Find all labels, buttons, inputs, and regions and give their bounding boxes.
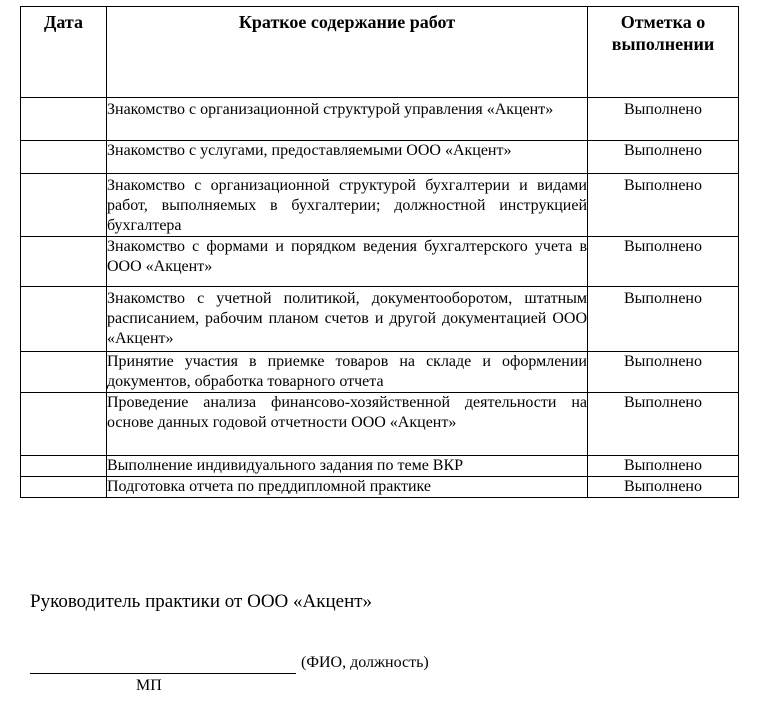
table-row [21, 287, 739, 352]
row-date [21, 287, 107, 352]
row-date [21, 141, 107, 174]
row-summary: Знакомство с учетной политикой, документооборотом, штатным расписанием, рабочим планом счетов и другой документацией ООО «Акцент» [107, 287, 588, 352]
table-row [21, 393, 739, 456]
row-date [21, 98, 107, 141]
row-date [21, 352, 107, 393]
table-row [21, 98, 739, 141]
row-mark: Выполнено [588, 174, 739, 237]
signature-caption: (ФИО, должность) [301, 654, 429, 671]
row-date [21, 393, 107, 456]
table-header-row [21, 7, 739, 98]
table-row [21, 174, 739, 237]
row-mark: Выполнено [588, 141, 739, 174]
header-mark: Отметка о выполнении [588, 7, 739, 98]
row-mark: Выполнено [588, 287, 739, 352]
supervisor-title: Руководитель практики от ООО «Акцент» [30, 591, 373, 612]
row-mark: Выполнено [588, 393, 739, 456]
row-date [21, 477, 107, 498]
row-date [21, 456, 107, 477]
row-mark: Выполнено [588, 352, 739, 393]
row-summary: Выполнение индивидуального задания по теме ВКР [107, 456, 588, 477]
row-date [21, 174, 107, 237]
row-mark: Выполнено [588, 477, 739, 498]
row-date [21, 237, 107, 287]
header-summary: Краткое содержание работ [107, 7, 588, 98]
signature-line [30, 673, 296, 674]
practice-log-table [20, 6, 739, 498]
row-mark: Выполнено [588, 237, 739, 287]
row-summary: Проведение анализа финансово-хозяйственной деятельности на основе данных годовой отчетности ООО «Акцент» [107, 393, 588, 456]
row-mark: Выполнено [588, 98, 739, 141]
table-row [21, 456, 739, 477]
row-summary: Знакомство с организационной структурой бухгалтерии и видами работ, выполняемых в бухгалтерии; должностной инструкцией бухгалтера [107, 174, 588, 237]
table-row [21, 141, 739, 174]
stamp-label: МП [136, 677, 162, 694]
row-summary: Знакомство с формами и порядком ведения бухгалтерского учета в ООО «Акцент» [107, 237, 588, 287]
table-row [21, 352, 739, 393]
table-row [21, 237, 739, 287]
row-summary: Принятие участия в приемке товаров на складе и оформлении документов, обработка товарного отчета [107, 352, 588, 393]
row-summary: Подготовка отчета по преддипломной практике [107, 477, 588, 498]
table-row [21, 477, 739, 498]
header-date: Дата [21, 7, 107, 98]
row-summary: Знакомство с организационной структурой управления «Акцент» [107, 98, 588, 141]
row-summary: Знакомство с услугами, предоставляемыми ООО «Акцент» [107, 141, 588, 174]
row-mark: Выполнено [588, 456, 739, 477]
